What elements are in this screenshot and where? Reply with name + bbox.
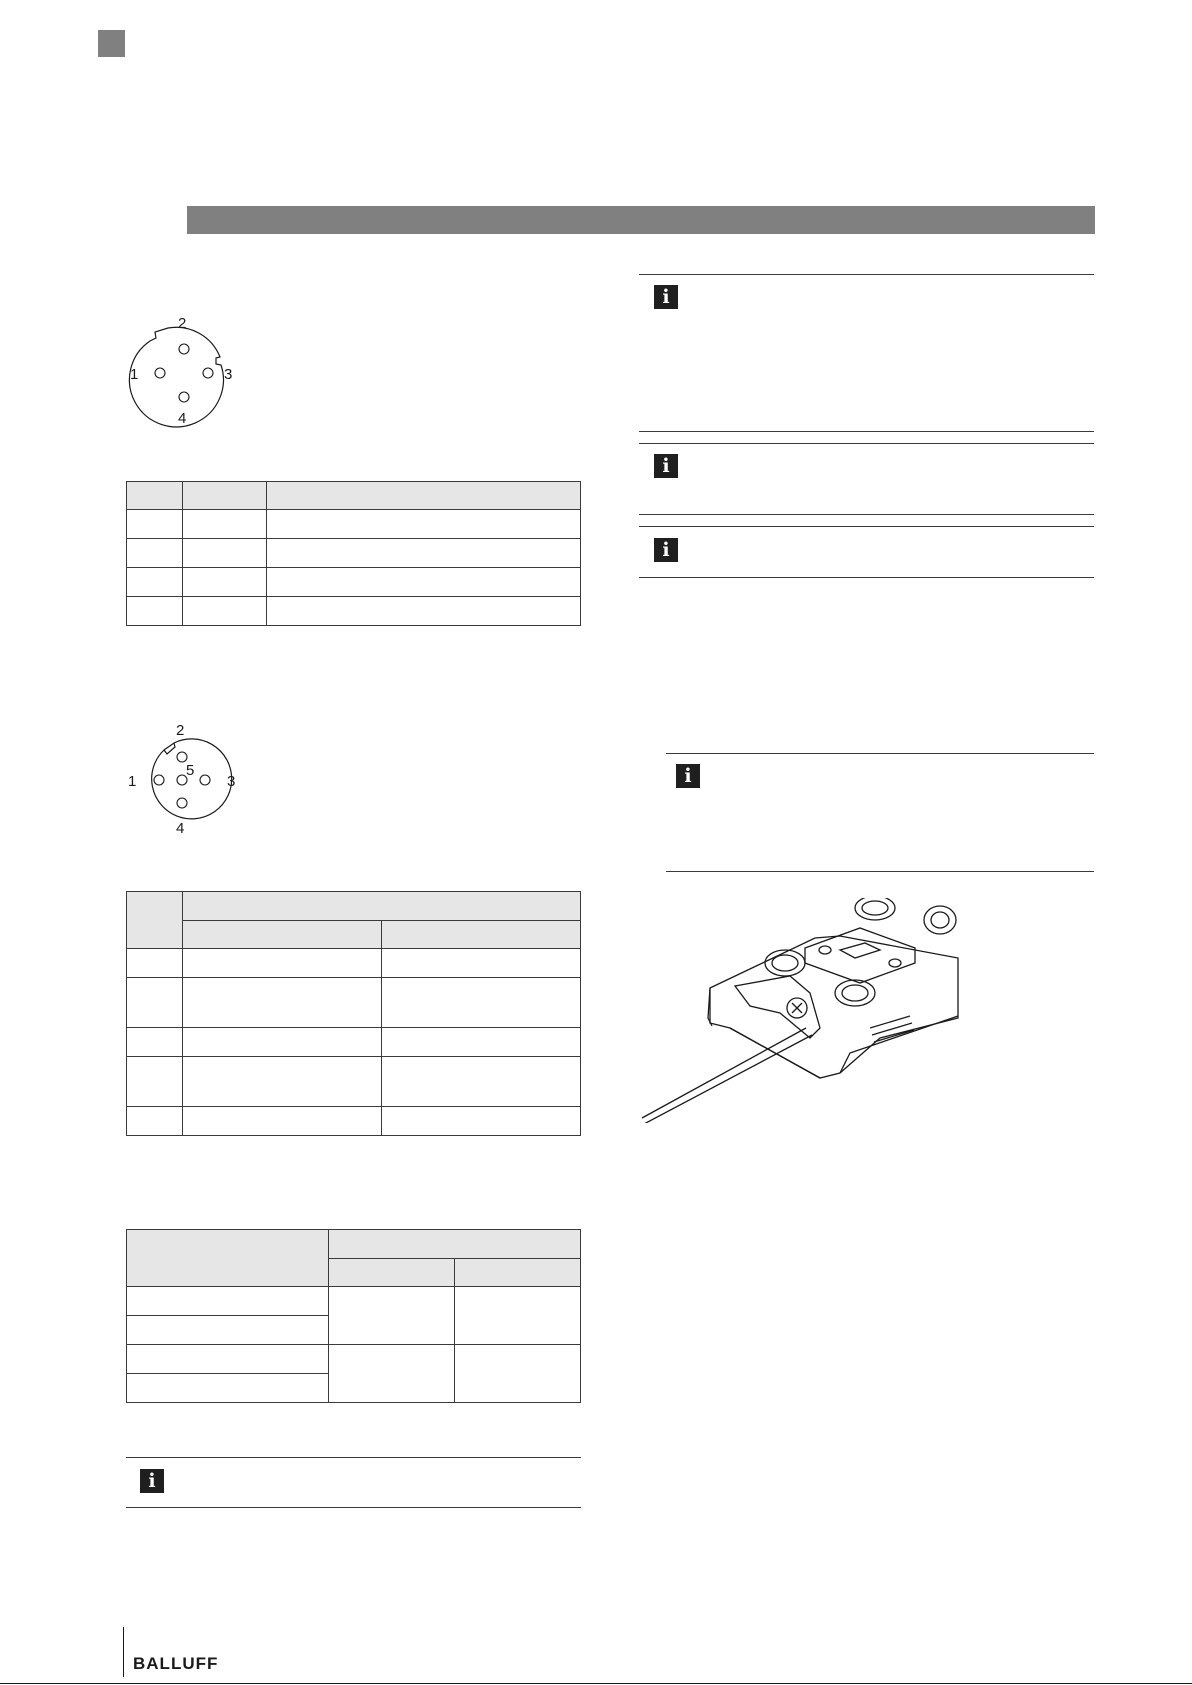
- footer-baseline: [0, 1683, 1192, 1684]
- table-cell: [267, 482, 581, 510]
- pin-label-5: 5: [186, 762, 195, 779]
- pin-table-1: [126, 481, 581, 626]
- info-note: [639, 526, 1094, 578]
- connector-5pin-diagram: [120, 720, 250, 838]
- info-note: [639, 274, 1094, 432]
- table-row: [127, 1345, 581, 1374]
- connector-5pin-drawing: [120, 720, 250, 838]
- table-cell: [127, 892, 183, 949]
- table-row: [127, 949, 581, 978]
- brand-logo: BALLUFF: [133, 1654, 219, 1673]
- pin-label-4: 4: [176, 820, 185, 837]
- table-row: [127, 568, 581, 597]
- table-cell: [127, 482, 183, 510]
- pin-table-2: [126, 891, 581, 1136]
- info-icon: i: [676, 764, 700, 788]
- table-row: [127, 978, 581, 1028]
- table-cell: [183, 892, 581, 921]
- table-row: [127, 539, 581, 568]
- info-note: [639, 443, 1094, 515]
- pin-label-4: 4: [178, 410, 187, 427]
- table-row: [127, 1107, 581, 1136]
- table-cell: [455, 1259, 581, 1287]
- info-note: [126, 1457, 581, 1508]
- pin-table-3: [126, 1229, 581, 1403]
- table-row: [127, 510, 581, 539]
- table-cell: [127, 1230, 329, 1287]
- table-row: [127, 1057, 581, 1107]
- table-row: [127, 1287, 581, 1316]
- pin-label-2: 2: [176, 722, 185, 739]
- module-drawing: [640, 898, 960, 1123]
- table-row: [127, 597, 581, 626]
- pin-label-1: 1: [128, 773, 137, 790]
- info-icon: i: [654, 285, 678, 309]
- pin-label-2: 2: [178, 315, 187, 332]
- pin-label-1: 1: [130, 366, 139, 383]
- table-cell: [382, 921, 581, 949]
- module-mounting-illustration: [640, 898, 960, 1123]
- footer-divider: [123, 1627, 124, 1677]
- section-heading-bar: [187, 206, 1095, 234]
- table-cell: [183, 921, 382, 949]
- table-cell: [183, 482, 267, 510]
- pin-label-3: 3: [224, 366, 233, 383]
- info-icon: i: [140, 1469, 164, 1493]
- page-corner-mark: [98, 30, 125, 57]
- info-icon: i: [654, 538, 678, 562]
- pin-label-3: 3: [227, 773, 236, 790]
- table-row: [127, 1028, 581, 1057]
- table-cell: [329, 1230, 581, 1259]
- table-cell: [329, 1259, 455, 1287]
- connector-4pin-drawing: [120, 312, 250, 430]
- info-icon: i: [654, 454, 678, 478]
- connector-4pin-diagram: [120, 312, 250, 430]
- info-note: [666, 753, 1094, 872]
